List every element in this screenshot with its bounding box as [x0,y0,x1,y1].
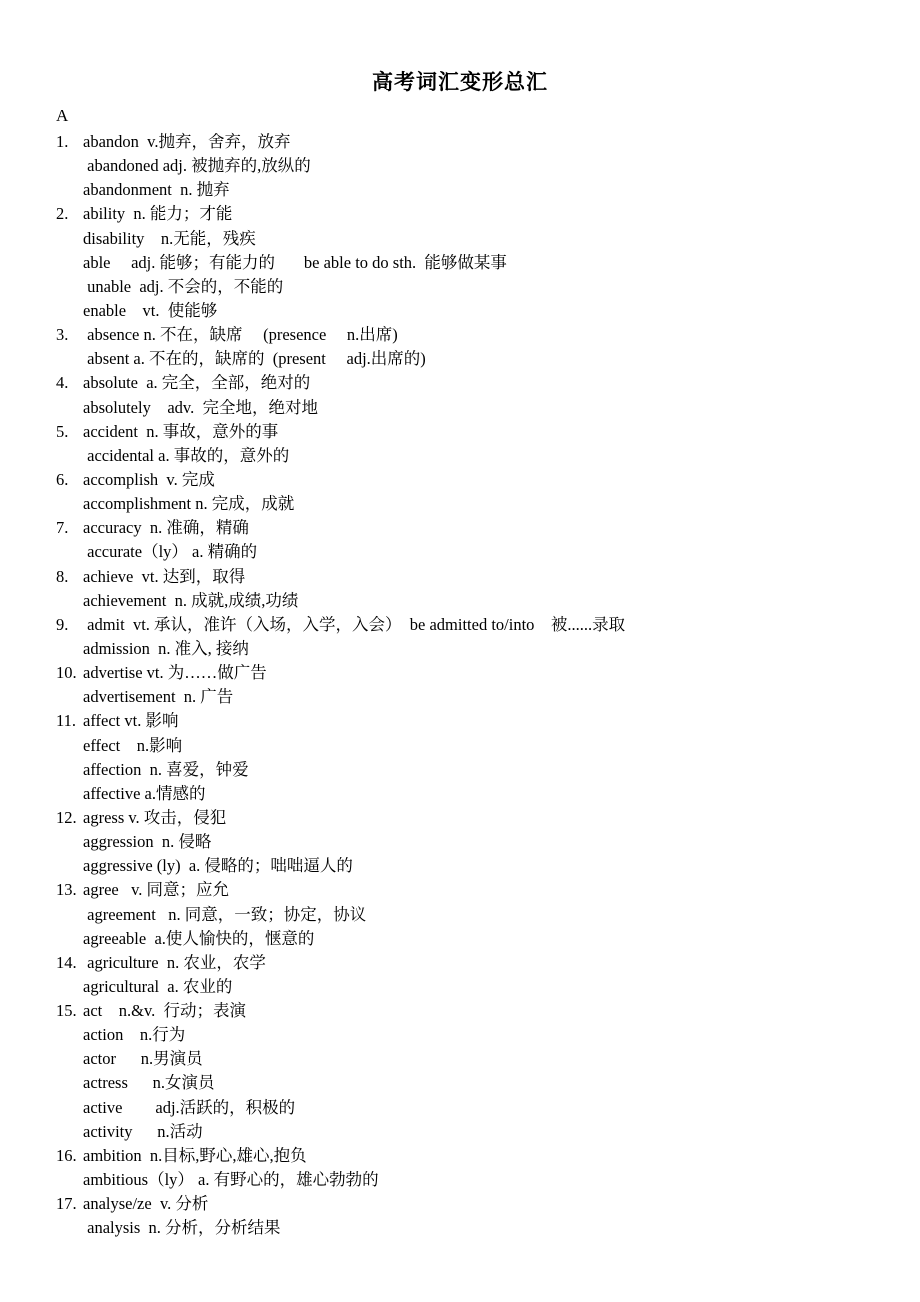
entry-text: absent a. 不在的，缺席的 (present adj.出席的) [83,349,426,369]
entry-derivative-line [56,758,896,782]
entry-derivative-line [56,734,896,758]
entry-text: ability n. 能力；才能 [83,204,233,224]
entry-text: agreeable a.使人愉快的，惬意的 [83,928,315,948]
entry-text: agree v. 同意；应允 [83,880,230,900]
entry-text: analyse/ze v. 分析 [83,1194,209,1214]
entry-number: 9. [56,614,69,634]
entry-derivative-line [56,1096,896,1120]
entry-text: unable adj. 不会的，不能的 [83,276,284,296]
vocab-entry [56,468,896,516]
entry-text: absolute a. 完全，全部，绝对的 [83,373,311,393]
entry-headword-line [56,999,896,1023]
vocab-entry [56,999,896,1144]
entry-headword-line [56,613,896,637]
entry-text: achievement n. 成就,成绩,功绩 [83,590,299,610]
entry-text: accidental a. 事故的，意外的 [83,445,290,465]
entry-text: affect vt. 影响 [83,711,179,731]
entry-derivative-line [56,1216,896,1240]
vocab-entry [56,661,896,709]
vocab-entry [56,371,896,419]
vocab-entry [56,806,896,878]
entry-headword-line [56,709,896,733]
entry-derivative-line [56,299,896,323]
entry-text: absence n. 不在，缺席 (presence n.出席) [83,325,398,345]
entry-text: agricultural a. 农业的 [83,976,233,996]
entry-derivative-line [56,275,896,299]
entry-number: 6. [56,469,69,489]
vocab-entry [56,516,896,564]
entry-number: 7. [56,518,69,538]
entry-derivative-line [56,589,896,613]
vocab-entry [56,130,896,202]
entry-number: 15. [56,1001,77,1021]
entry-text: act n.&v. 行动；表演 [83,1001,246,1021]
entry-text: achieve vt. 达到，取得 [83,566,246,586]
entry-number: 17. [56,1194,77,1214]
entry-text: agreement n. 同意，一致；协定，协议 [83,904,367,924]
entry-text: affective a.情感的 [83,783,206,803]
vocab-entry [56,323,896,371]
entry-text: active adj.活跃的，积极的 [83,1097,296,1117]
entry-derivative-line [56,396,896,420]
entry-number: 4. [56,373,69,393]
entry-derivative-line [56,927,896,951]
entry-text: effect n.影响 [83,735,183,755]
entry-text: admission n. 准入, 接纳 [83,638,249,658]
vocab-entry [56,613,896,661]
entry-number: 13. [56,880,77,900]
entry-number: 3. [56,325,69,345]
entry-derivative-line [56,154,896,178]
entry-number: 14. [56,952,77,972]
entry-headword-line [56,1192,896,1216]
entry-derivative-line [56,854,896,878]
entry-text: actress n.女演员 [83,1073,215,1093]
entry-text: accomplishment n. 完成，成就 [83,494,295,514]
entry-number: 8. [56,566,69,586]
entry-text: advertise vt. 为……做广告 [83,663,267,683]
entry-text: advertisement n. 广告 [83,687,234,707]
entry-number: 5. [56,421,69,441]
entry-derivative-line [56,227,896,251]
entry-text: action n.行为 [83,1025,186,1045]
entry-text: activity n.活动 [83,1121,203,1141]
entry-derivative-line [56,251,896,275]
entry-text: enable vt. 使能够 [83,300,218,320]
entry-derivative-line [56,830,896,854]
vocab-entry [56,202,896,323]
entry-number: 16. [56,1145,77,1165]
entry-headword-line [56,951,896,975]
entry-headword-line [56,806,896,830]
entry-number: 12. [56,807,77,827]
entry-text: disability n.无能，残疾 [83,228,256,248]
entry-number: 11. [56,711,77,731]
vocabulary-list [56,130,896,1240]
vocab-entry [56,951,896,999]
entry-text: accuracy n. 准确，精确 [83,518,249,538]
entry-derivative-line [56,1120,896,1144]
entry-derivative-line [56,1168,896,1192]
entry-headword-line [56,202,896,226]
entry-headword-line [56,420,896,444]
entry-derivative-line [56,1023,896,1047]
entry-text: ambition n.目标,野心,雄心,抱负 [83,1145,307,1165]
entry-derivative-line [56,347,896,371]
entry-text: absolutely adv. 完全地，绝对地 [83,397,318,417]
entry-text: actor n.男演员 [83,1049,203,1069]
entry-text: aggression n. 侵略 [83,832,212,852]
entry-number: 2. [56,204,69,224]
entry-text: able adj. 能够；有能力的 be able to do sth. 能够做某事 [83,252,507,272]
entry-derivative-line [56,1071,896,1095]
entry-headword-line [56,323,896,347]
vocab-entry [56,1144,896,1192]
entry-text: abandon v.抛弃，舍弃，放弃 [83,132,291,151]
entry-headword-line [56,516,896,540]
entry-headword-line [56,468,896,492]
entry-text: ambitious（ly） a. 有野心的，雄心勃勃的 [83,1170,379,1190]
entry-derivative-line [56,782,896,806]
entry-derivative-line [56,637,896,661]
entry-text: aggressive (ly) a. 侵略的；咄咄逼人的 [83,856,353,876]
entry-headword-line [56,878,896,902]
entry-text: abandoned adj. 被抛弃的,放纵的 [83,156,311,176]
entry-text: agress v. 攻击，侵犯 [83,807,227,827]
entry-text: admit vt. 承认，准许（入场，入学，入会） be admitted to/into 被......录取 [83,614,626,634]
entry-text: analysis n. 分析，分析结果 [83,1218,281,1238]
vocab-entry [56,565,896,613]
entry-text: abandonment n. 抛弃 [83,180,230,200]
vocab-entry [56,878,896,950]
vocab-entry [56,709,896,806]
entry-number: 1. [56,132,69,151]
entry-derivative-line [56,685,896,709]
entry-headword-line [56,661,896,685]
entry-headword-line [56,1144,896,1168]
page-title: 高考词汇变形总汇 [372,70,548,94]
entry-derivative-line [56,903,896,927]
entry-text: accurate（ly） a. 精确的 [83,542,258,562]
entry-text: accomplish v. 完成 [83,469,215,489]
entry-headword-line [56,565,896,589]
entry-derivative-line [56,492,896,516]
vocab-entry [56,420,896,468]
entry-headword-line [56,371,896,395]
entry-derivative-line [56,444,896,468]
vocab-entry [56,1192,896,1240]
entry-headword-line [56,130,896,154]
entry-text: agriculture n. 农业，农学 [83,952,266,972]
entry-number: 10. [56,663,77,683]
entry-derivative-line [56,540,896,564]
section-heading: A [56,106,69,125]
entry-derivative-line [56,178,896,202]
entry-derivative-line [56,1047,896,1071]
entry-text: affection n. 喜爱，钟爱 [83,759,249,779]
entry-derivative-line [56,975,896,999]
entry-text: accident n. 事故，意外的事 [83,421,279,441]
